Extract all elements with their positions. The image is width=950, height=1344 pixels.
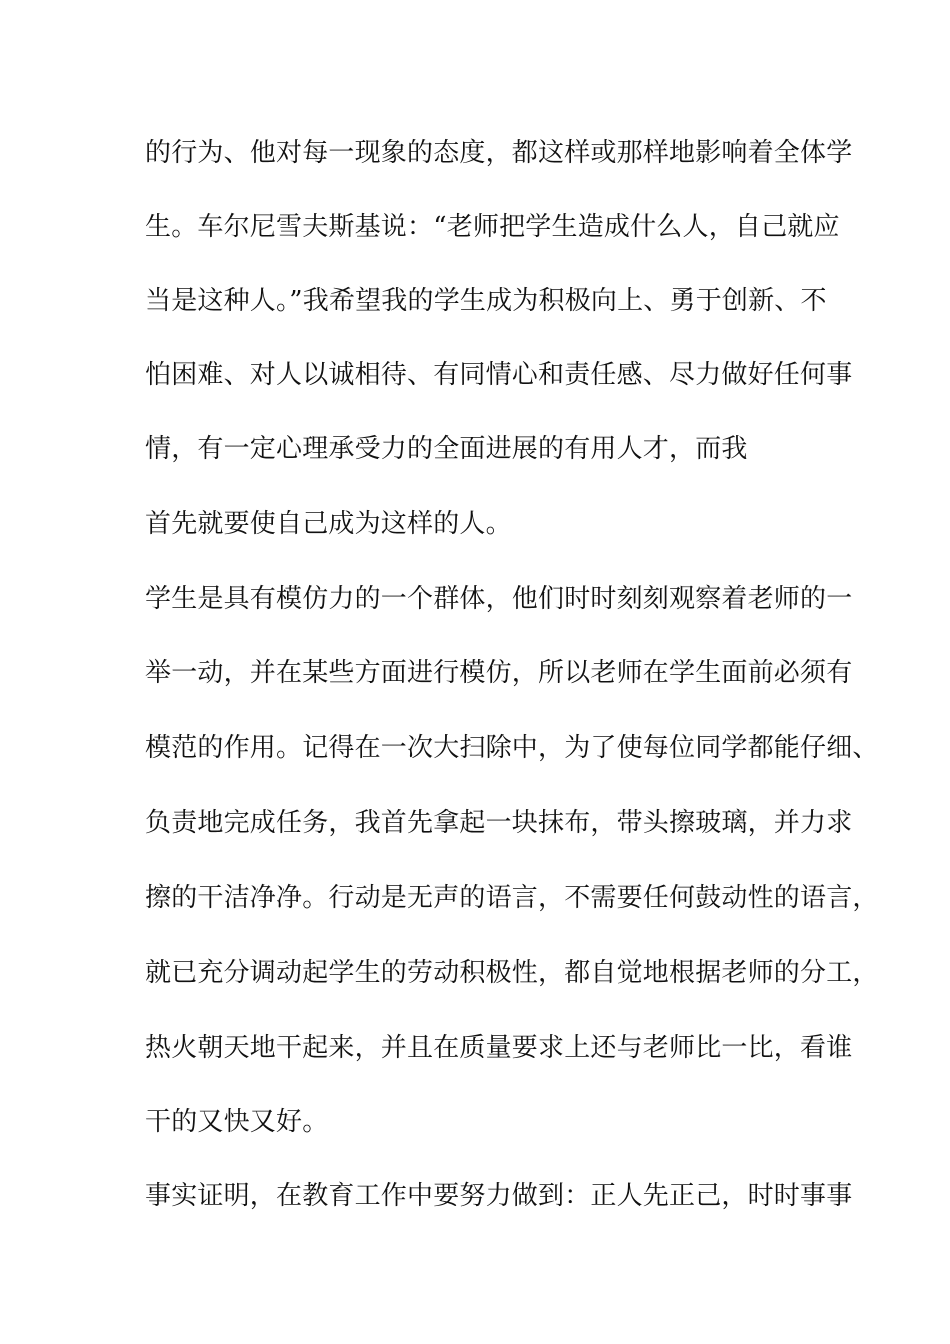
- text-line: 学生是具有模仿力的一个群体，他们时时刻刻观察着老师的一: [145, 584, 853, 614]
- text-line: 首先就要使自己成为这样的人。: [145, 509, 512, 539]
- text-line: 热火朝天地干起来，并且在质量要求上还与老师比一比，看谁: [145, 1033, 853, 1063]
- text-line: 事实证明，在教育工作中要努力做到：正人先正己，时时事事: [145, 1181, 853, 1211]
- text-line: 的行为、他对每一现象的态度，都这样或那样地影响着全体学: [145, 138, 853, 168]
- text-line: 生。车尔尼雪夫斯基说：“老师把学生造成什么人，自己就应: [145, 212, 840, 242]
- text-line: 干的又快又好。: [145, 1107, 329, 1137]
- text-line: 怕困难、对人以诚相待、有同情心和责任感、尽力做好任何事: [145, 360, 853, 390]
- text-line: 负责地完成任务，我首先拿起一块抹布，带头擦玻璃，并力求: [145, 808, 853, 838]
- text-line: 擦的干洁净净。行动是无声的语言，不需要任何鼓动性的语言，: [145, 883, 879, 913]
- text-line: 当是这种人。”我希望我的学生成为积极向上、勇于创新、不: [145, 286, 827, 316]
- text-line: 就已充分调动起学生的劳动积极性，都自觉地根据老师的分工，: [145, 958, 879, 988]
- text-line: 模范的作用。记得在一次大扫除中，为了使每位同学都能仔细、: [145, 733, 879, 763]
- text-line: 情，有一定心理承受力的全面进展的有用人才，而我: [145, 434, 748, 464]
- text-line: 举一动，并在某些方面进行模仿，所以老师在学生面前必须有: [145, 658, 853, 688]
